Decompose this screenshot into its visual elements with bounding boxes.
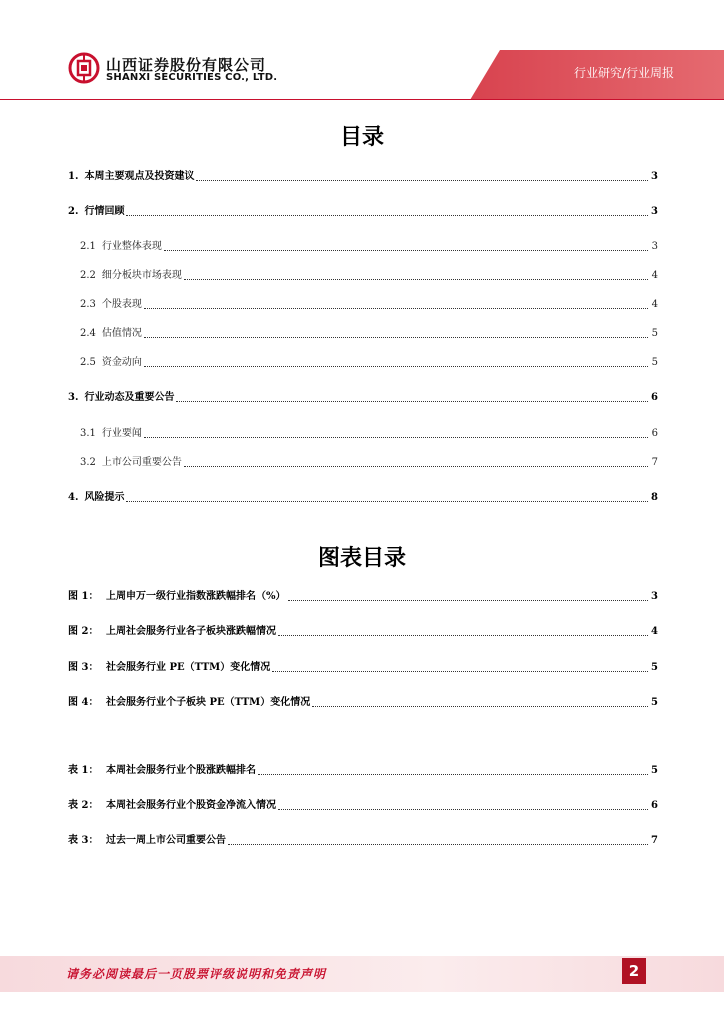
toc-leader [144,337,648,338]
page-header [0,0,724,100]
toc-leader [184,466,648,467]
toc-leader [144,366,648,367]
toc-subitem[interactable]: 3.1 行业要闻 6 [80,428,658,439]
toc-leader [144,308,648,309]
company-name-cn: 山西证券股份有限公司 [106,56,267,74]
toc-leader [126,501,648,502]
toc-page-number: 4 [651,626,658,637]
toc-leader [272,671,648,672]
toc-page-number: 4 [651,270,658,281]
toc-subitem[interactable]: 2.3 个股表现 4 [80,299,658,310]
company-name-en: SHANXI SECURITIES CO., LTD. [106,72,278,83]
table-toc-item[interactable]: 表 2： 本周社会服务行业个股资金净流入情况 6 [68,800,658,811]
toc-subitem[interactable]: 2.5 资金动向 5 [80,357,658,368]
toc-leader [184,279,648,280]
toc-leader [278,635,648,636]
shanxi-securities-logo-icon [68,52,100,84]
toc-item[interactable]: 2. 行情回顾 3 [68,206,658,217]
page-number: 2 [622,958,646,984]
figures-toc-title: 图表目录 [317,546,406,571]
toc-leader [196,180,648,181]
toc-item[interactable]: 3. 行业动态及重要公告 6 [68,392,658,403]
toc-subitem[interactable]: 2.2 细分板块市场表现 4 [80,270,658,281]
toc-page-number: 3 [651,206,658,217]
toc-page-number: 5 [651,765,658,776]
table-toc-item[interactable]: 表 1： 本周社会服务行业个股涨跌幅排名 5 [68,765,658,776]
toc-page-number: 6 [651,800,658,811]
toc-item[interactable]: 1. 本周主要观点及投资建议 3 [68,171,658,182]
figure-toc-item[interactable]: 图 1： 上周申万一级行业指数涨跌幅排名（%） 3 [68,591,658,602]
toc-page-number: 4 [651,299,658,310]
toc-subitem[interactable]: 3.2 上市公司重要公告 7 [80,457,658,468]
toc-title: 目录 [339,125,384,150]
toc-leader [278,809,648,810]
footer-disclaimer: 请务必阅读最后一页股票评级说明和免责声明 [66,967,327,981]
toc-leader [288,600,648,601]
toc-page-number: 8 [651,492,658,503]
toc-item[interactable]: 4. 风险提示 8 [68,492,658,503]
toc-subitem[interactable]: 2.4 估值情况 5 [80,328,658,339]
toc-page-number: 7 [651,457,658,468]
toc-page-number: 6 [651,428,658,439]
toc-page-number: 5 [651,328,658,339]
toc-page-number: 7 [651,835,658,846]
toc-subitem[interactable]: 2.1 行业整体表现 3 [80,241,658,252]
toc-page-number: 5 [651,662,658,673]
figure-toc-item[interactable]: 图 3： 社会服务行业 PE（TTM）变化情况 5 [68,662,658,673]
toc-leader [258,774,648,775]
toc-page-number: 3 [651,241,658,252]
toc-leader [228,844,648,845]
report-category-tag: 行业研究/行业周报 [573,66,674,80]
toc-leader [312,706,648,707]
toc-leader [126,215,648,216]
toc-page-number: 5 [651,357,658,368]
header-banner [0,0,724,100]
toc-leader [164,250,648,251]
figure-toc-item[interactable]: 图 4： 社会服务行业个子板块 PE（TTM）变化情况 5 [68,697,658,708]
toc-page-number: 5 [651,697,658,708]
toc-page-number: 6 [651,392,658,403]
toc-leader [144,437,648,438]
figure-toc-item[interactable]: 图 2： 上周社会服务行业各子板块涨跌幅情况 4 [68,626,658,637]
table-toc-item[interactable]: 表 3： 过去一周上市公司重要公告 7 [68,835,658,846]
toc-leader [176,401,648,402]
toc-page-number: 3 [651,171,658,182]
toc-page-number: 3 [651,591,658,602]
